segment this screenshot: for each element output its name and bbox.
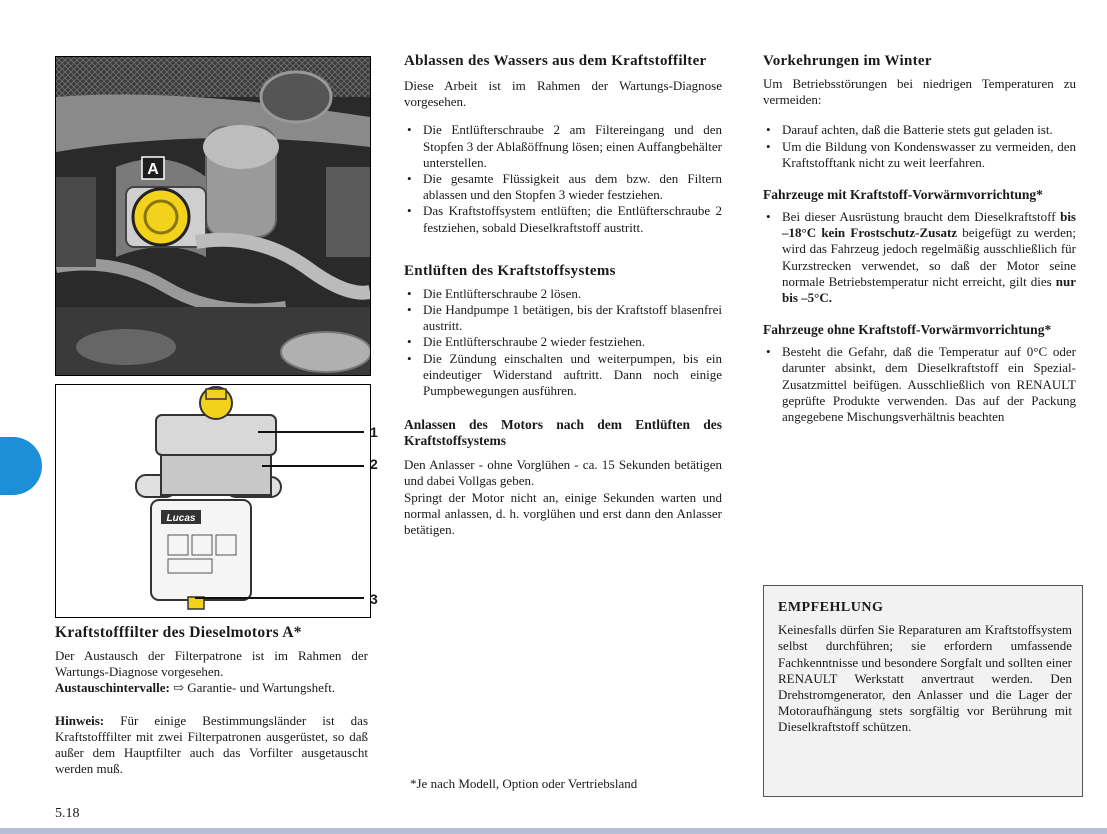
arrow-icon: ⇨: [173, 680, 184, 696]
section-without-preheater-title: Fahrzeuge ohne Kraftstoff-Vorwärmvorrichtung*: [763, 322, 1052, 338]
bullet-bold-text: bis –18°C kein Frostschutz-Zusatz: [782, 209, 1076, 241]
list-item: [763, 209, 1076, 306]
callout-number-2: 2: [370, 456, 378, 472]
middle-column: [404, 52, 722, 538]
intervals-text: Garantie- und Wartungsheft.: [187, 680, 336, 696]
section-with-preheater-title: Fahrzeuge mit Kraftstoff-Vorwärmvorrichtung*: [763, 187, 1043, 203]
bullet-bold-text: nur bis –5°C.: [782, 273, 1076, 306]
list-item: • Die Entlüfterschraube 2 am Filtereingang und den Stopfen 3 der Ablaßöffnung lösen; einen Auffangbehälter unterstellen.: [404, 122, 722, 171]
callout-number-1: 1: [370, 424, 378, 440]
section-drain-list: [404, 122, 722, 235]
callout-line-1: [258, 431, 364, 433]
intervals-label: Austauschintervalle:: [55, 680, 170, 696]
callout-line-2: [262, 465, 364, 467]
footnote: *Je nach Modell, Option oder Vertriebsland: [410, 776, 638, 791]
list-item: • Um die Bildung von Kondenswasser zu vermeiden, den Kraftstofftank nicht zu weit leerfahren.: [763, 139, 1076, 171]
intervals-paragraph: [55, 680, 368, 696]
section-bleed-list: [404, 286, 722, 399]
section-winter-title: Vorkehrungen im Winter: [763, 53, 932, 69]
section-start-p2: Springt der Motor nicht an, einige Sekunden warten und normal anlassen, d. h. vorglühen und erst dann den Anlasser betätigen.: [404, 489, 722, 538]
bullet-text: Bei dieser Ausrüstung braucht dem Dieselkraftstoff: [782, 209, 1061, 225]
section-start-title: Anlassen des Motors nach dem Entlüften des Kraftstoffsystems: [404, 417, 722, 449]
list-item: • Die Zündung einschalten und weiterpumpen, bis ein eindeutiger Widerstand auftritt. Dann noch einige Pumpbewegungen ausführen.: [404, 351, 722, 400]
list-item: • Die Entlüfterschraube 2 wieder festziehen.: [404, 334, 722, 350]
filter-diagram-drawing: [56, 385, 370, 617]
note-paragraph: [55, 713, 368, 778]
section-winter-intro: Um Betriebsstörungen bei niedrigen Temperaturen zu vermeiden:: [763, 76, 1076, 108]
list-item: • Die Handpumpe 1 betätigen, bis der Kraftstoff blasenfrei austritt.: [404, 302, 722, 334]
bullet-text: beigefügt zu werden; wird das Fahrzeug jedoch regelmäßig ausschließlich für Kurzstrecken verwendet, so daß der Motor seine normale Betriebstemperatur nicht erreicht, gilt dies: [782, 225, 1076, 289]
list-item: • Besteht die Gefahr, daß die Temperatur auf 0°C oder darunter absinkt, dem Dieselkraftstoff ein Spezial-Zusatzmittel beifügen. Ausschließlich von RENAULT geprüfte Produkte verwenden. Das auf der Packung angegebene Mischungsverhältnis beachten: [763, 344, 1076, 425]
engine-photo: [55, 56, 371, 376]
section-winter-list: [763, 122, 1076, 171]
list-item: • Darauf achten, daß die Batterie stets gut geladen ist.: [763, 122, 1076, 138]
photo-label-a: A: [147, 161, 159, 178]
note-label: Hinweis:: [55, 712, 105, 728]
section-with-preheater-list: [763, 209, 1076, 306]
chapter-tab: [0, 437, 42, 495]
bottom-edge: [0, 828, 1107, 834]
callout-number-3: 3: [370, 591, 378, 607]
section-drain-title: Ablassen des Wassers aus dem Kraftstoffilter: [404, 53, 707, 69]
section-start-p1: Den Anlasser - ohne Vorglühen - ca. 15 Sekunden betätigen und dabei Vollgas geben.: [404, 457, 722, 489]
recommendation-title: EMPFEHLUNG: [778, 600, 884, 615]
page-number: 5.18: [55, 806, 80, 821]
callout-line-3: [195, 597, 364, 599]
filter-diagram: [55, 384, 371, 618]
list-item: • Die Entlüfterschraube 2 lösen.: [404, 286, 722, 302]
section-drain-intro: Diese Arbeit ist im Rahmen der Wartungs-Diagnose vorgesehen.: [404, 78, 722, 110]
figure-caption-title: Kraftstofffilter des Dieselmotors A*: [55, 624, 302, 641]
right-column: [763, 52, 1076, 425]
figure-caption-text: Der Austausch der Filterpatrone ist im Rahmen der Wartungs-Diagnose vorgesehen.: [55, 648, 368, 680]
recommendation-text: Keinesfalls dürfen Sie Reparaturen am Kraftstoffsystem selbst durchführen; sie erfordern umfassende Fachkenntnisse und besondere Sorgfalt und sollten einer RENAULT Werkstatt anvertraut werden. Den Drehstromgenerator, den Anlasser und die Lager der Motoraufhängung stets sorgfältig vor Berührung mit Dieselkraftstoff schützen.: [778, 622, 1072, 735]
left-column: [55, 624, 368, 777]
recommendation-box: [763, 585, 1083, 797]
engine-photo-drawing: [56, 57, 370, 375]
section-without-preheater-list: [763, 344, 1076, 425]
filter-brand-label: Lucas: [166, 513, 196, 524]
list-item: • Die gesamte Flüssigkeit aus dem bzw. den Filtern ablassen und den Stopfen 3 wieder festziehen.: [404, 171, 722, 203]
list-item: • Das Kraftstoffsystem entlüften; die Entlüfterschraube 2 festziehen, sobald Dieselkraftstoff austritt.: [404, 203, 722, 235]
section-bleed-title: Entlüften des Kraftstoffsystems: [404, 262, 616, 279]
note-text: Für einige Bestimmungsländer ist das Kraftstofffilter mit zwei Filterpatronen ausgerüstet, so daß außer dem Hauptfilter auch das Vorfilter ausgetauscht werden muß.: [55, 712, 369, 777]
